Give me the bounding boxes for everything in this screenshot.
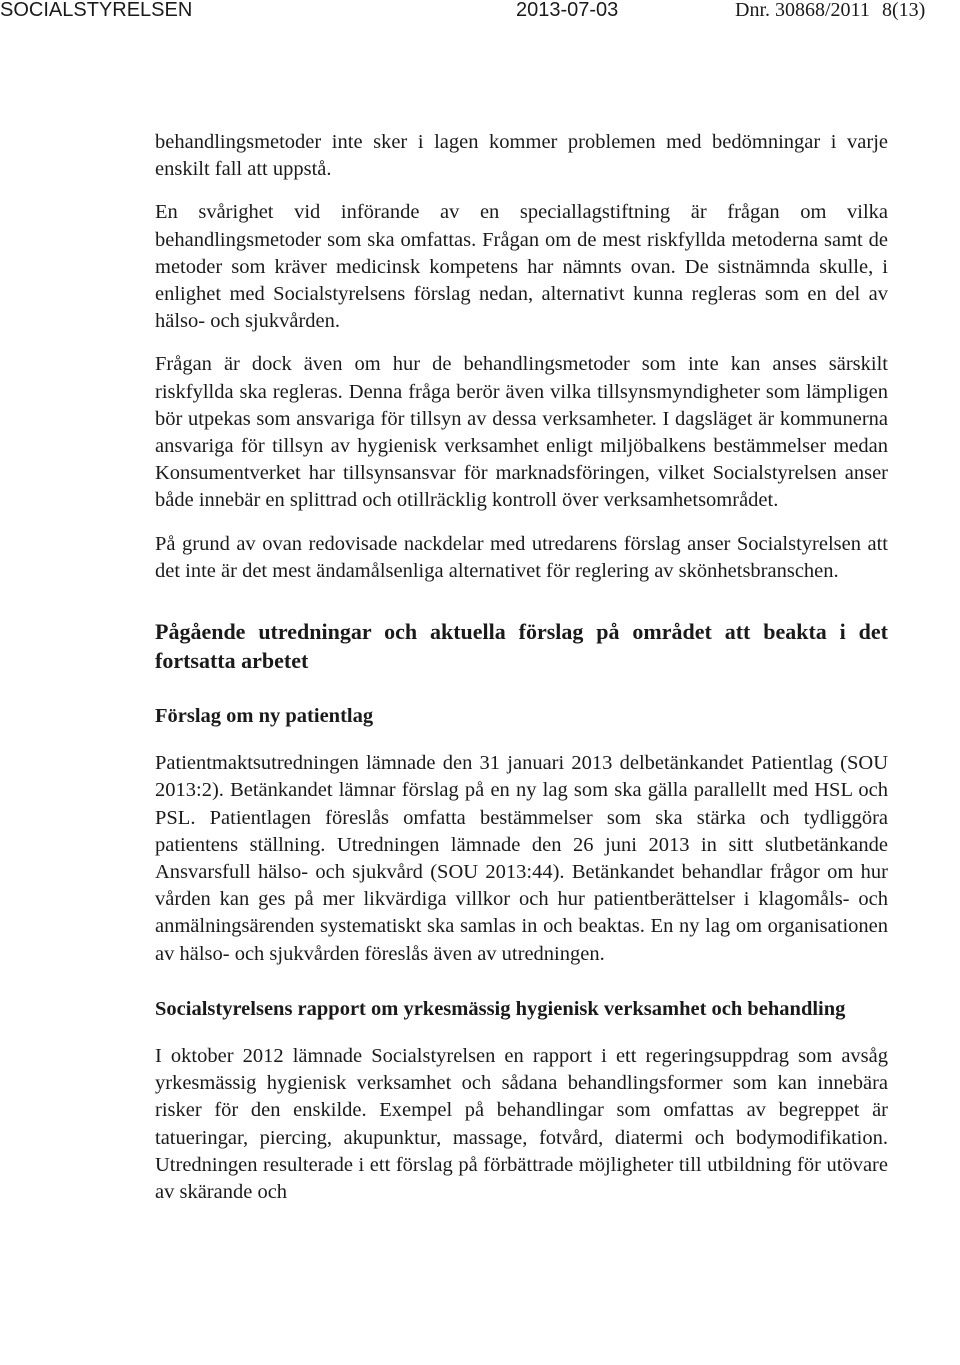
subsection-heading: Förslag om ny patientlag	[155, 705, 374, 728]
header-organization: SOCIALSTYRELSEN	[0, 0, 193, 21]
paragraph: Frågan är dock även om hur de behandlingsmetoder som inte kan anses särskilt riskfyllda ska regleras. Denna fråga berör även vilka tillsynsmyndigheter som lämpligen bör utpekas som ansvariga för tillsyn av dessa verksamheter. I dagsläget är kommunerna ansvariga för tillsyn av hygienisk verksamhet enligt miljöbalkens bestämmelser medan Konsumentverket har tillsynsansvar för marknadsföringen, vilket Socialstyrelsen anser både innebär en splittrad och otillräcklig kontroll över verksamhetsområdet.	[155, 353, 888, 512]
document-body	[155, 129, 888, 1206]
paragraph: Patientmaktsutredningen lämnade den 31 januari 2013 delbetänkandet Patientlag (SOU 2013:2). Betänkandet lämnar förslag på en ny lag som ska gälla parallellt med HSL och PSL. Patientlagen föreslås omfatta bestämmelser som ska stärka och tydliggöra patientens ställning. Utredningen lämnade den 26 juni 2013 in sitt slutbetänkande Ansvarsfull hälso- och sjukvård (SOU 2013:44). Betänkandet behandlar frågor om hur vården kan ges på mer likvärdiga villkor och hur patientberättelser i klagomåls- och anmälningsärenden systematiskt ska samlas in och beaktas. En ny lag om organisationen av hälso- och sjukvården föreslås även av utredningen.	[155, 752, 888, 965]
paragraph: behandlingsmetoder inte sker i lagen kommer problemen med bedömningar i varje enskilt fall att uppstå.	[155, 131, 888, 181]
section-heading: Pågående utredningar och aktuella förslag på området att beakta i det fortsatta arbetet	[155, 619, 888, 674]
header-page-number: 8(13)	[882, 0, 926, 21]
page-header	[0, 0, 960, 24]
paragraph: I oktober 2012 lämnade Socialstyrelsen en rapport i ett regeringsuppdrag som avsåg yrkesmässig hygienisk verksamhet och sådana behandlingsformer som kan innebära risker för den enskilde. Exempel på behandlingar som omfattas av begreppet är tatueringar, piercing, akupunktur, massage, fotvård, diatermi och bodymodifikation. Utredningen resulterade i ett förslag på förbättrade möjligheter till utbildning för utövare av skärande och	[155, 1045, 888, 1204]
paragraph: En svårighet vid införande av en speciallagstiftning är frågan om vilka behandlingsmetoder som ska omfattas. Frågan om de mest riskfyllda metoderna samt de metoder som kräver medicinsk kompetens har nämnts ovan. De sistnämnda skulle, i enlighet med Socialstyrelsens förslag nedan, alternativt kunna regleras som en del av hälso- och sjukvården.	[155, 201, 888, 333]
header-date: 2013-07-03	[516, 0, 619, 21]
subsection-heading: Socialstyrelsens rapport om yrkesmässig hygienisk verksamhet och behandling	[155, 997, 846, 1020]
header-diary-number: Dnr. 30868/2011	[735, 0, 870, 21]
paragraph: På grund av ovan redovisade nackdelar med utredarens förslag anser Socialstyrelsen att det inte är det mest ändamålsenliga alternativet för reglering av skönhetsbranschen.	[155, 532, 888, 582]
